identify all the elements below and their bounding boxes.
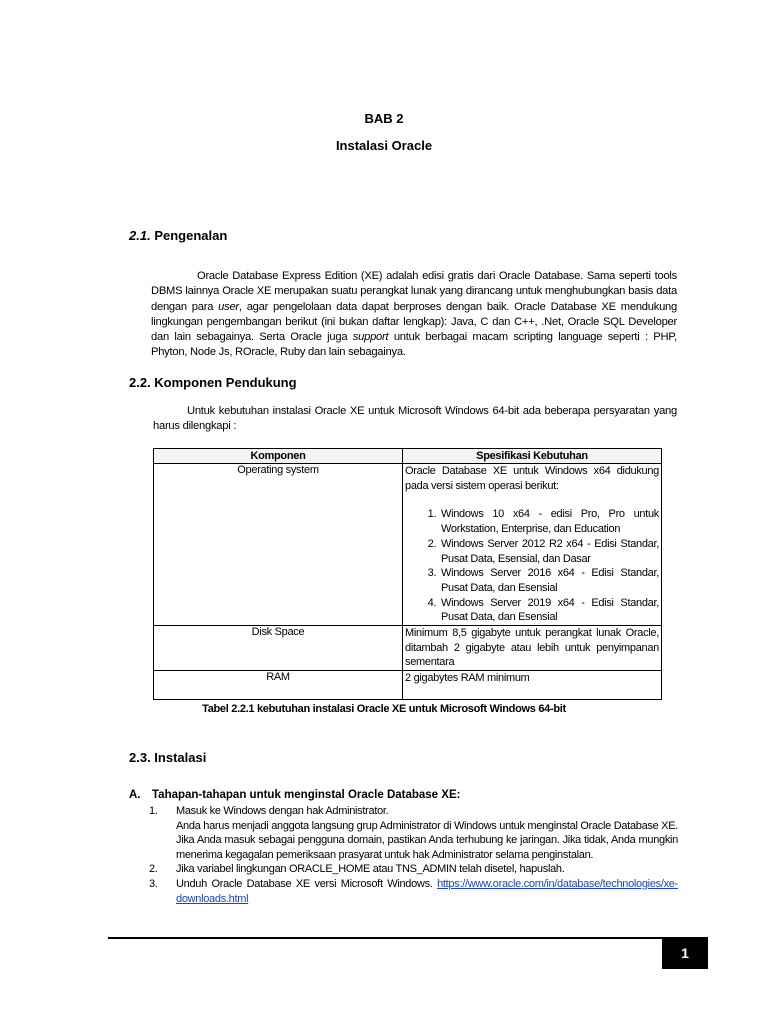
para-text: untuk berbagai macam scripting language seperti : PHP, Phyton, Node Js, ROracle, Ruby dan lain sebagainya. <box>151 331 677 359</box>
chapter-title: Instalasi Oracle <box>335 138 433 153</box>
install-steps <box>149 804 678 906</box>
table-row <box>154 671 662 700</box>
step-number: 1. <box>149 805 158 817</box>
table-row <box>154 626 662 671</box>
para-text: Oracle Database Express Edition (XE) adalah edisi gratis dari Oracle Database. Sama seperti tools DBMS lainnya Oracle XE merupakan suatu perangkat lunak yang dirancang untuk menghubungkan basis data dengan para <box>151 270 677 313</box>
section-title: Pengenalan <box>154 228 228 243</box>
section-number: 2.1. <box>129 228 151 243</box>
step-number: 2. <box>149 863 158 876</box>
requirements-intro <box>153 404 677 435</box>
list-item: 4. Windows Server 2019 x64 - Edisi Standar, Pusat Data, dan Esensial <box>439 596 659 625</box>
subsection-letter: A. <box>129 789 141 801</box>
list-item: 2. Windows Server 2012 R2 x64 - Edisi Standar, Pusat Data, Esensial, dan Dasar <box>439 537 659 566</box>
os-spec-intro: Oracle Database XE untuk Windows x64 didukung pada versi sistem operasi berikut: <box>405 465 659 492</box>
step-text: Anda harus menjadi anggota langsung grup Administrator di Windows untuk menginstal Oracle Database XE. Jika Anda masuk sebagai pengguna domain, pastikan Anda terhubung ke jaringan. Jika tidak, Anda mungkin menerima kegagalan pemeriksaan prasyarat untuk hak Administrator selama penginstalan. <box>176 819 678 861</box>
para-text: , agar pengelolaan data dapat berproses dengan baik. Oracle Database XE mendukung lingkungan pengembangan berikut (ini bukan daftar lengkap): Java, C dan C++, .Net, Oracle SQL Developer dan lain sebagainya. Serta Oracle juga <box>151 300 677 344</box>
footer-rule <box>108 937 708 939</box>
para-text: Untuk kebutuhan instalasi Oracle XE untuk Microsoft Windows 64-bit ada beberapa persyaratan yang harus dilengkapi : <box>153 405 677 433</box>
list-item: 3. Windows Server 2016 x64 - Edisi Standar, Pusat Data, dan Esensial <box>439 566 659 595</box>
chapter-number: BAB 2 <box>364 111 404 126</box>
list-item <box>149 862 678 877</box>
subsection-title: Tahapan-tahapan untuk menginstal Oracle Database XE: <box>152 789 461 801</box>
list-item <box>149 804 678 819</box>
download-link[interactable]: https://www.oracle.com/in/database/technologies/xe-downloads.html <box>176 877 678 905</box>
cell-ram: RAM <box>154 671 403 700</box>
cell-disk-spec: Minimum 8,5 gigabyte untuk perangkat lunak Oracle, ditambah 2 gigabyte atau lebih untuk penyimpanan sementara <box>403 626 662 671</box>
os-list <box>405 507 659 625</box>
step-text: Masuk ke Windows dengan hak Administrator. <box>176 805 389 817</box>
para-italic-user: user <box>218 300 239 313</box>
para-italic-support: support <box>352 331 389 344</box>
table-header-row <box>154 449 662 464</box>
section-heading-komponen: 2.2. Komponen Pendukung <box>129 375 297 390</box>
page-number: 1 <box>662 937 708 969</box>
list-item <box>176 819 678 863</box>
list-item <box>149 877 678 906</box>
section-heading-instalasi: 2.3. Instalasi <box>129 750 207 765</box>
cell-os-spec <box>403 464 662 626</box>
step-number: 3. <box>149 877 158 890</box>
list-item: 1. Windows 10 x64 - edisi Pro, Pro untuk Workstation, Enterprise, dan Education <box>439 507 659 536</box>
table-caption: Tabel 2.2.1 kebutuhan instalasi Oracle XE untuk Microsoft Windows 64-bit <box>202 703 566 715</box>
header-spesifikasi: Spesifikasi Kebutuhan <box>403 449 662 464</box>
cell-disk: Disk Space <box>154 626 403 671</box>
cell-ram-spec: 2 gigabytes RAM minimum <box>403 671 662 700</box>
section-heading-pengenalan <box>129 228 227 243</box>
step-text: Unduh Oracle Database XE versi Microsoft Windows. <box>176 877 438 890</box>
requirements-table <box>153 448 662 700</box>
intro-paragraph <box>151 269 677 361</box>
step-text: Jika variabel lingkungan ORACLE_HOME atau TNS_ADMIN telah disetel, hapuslah. <box>176 863 565 876</box>
cell-os: Operating system <box>154 464 403 626</box>
table-row <box>154 464 662 626</box>
subsection-heading <box>129 789 460 801</box>
header-komponen: Komponen <box>154 449 403 464</box>
